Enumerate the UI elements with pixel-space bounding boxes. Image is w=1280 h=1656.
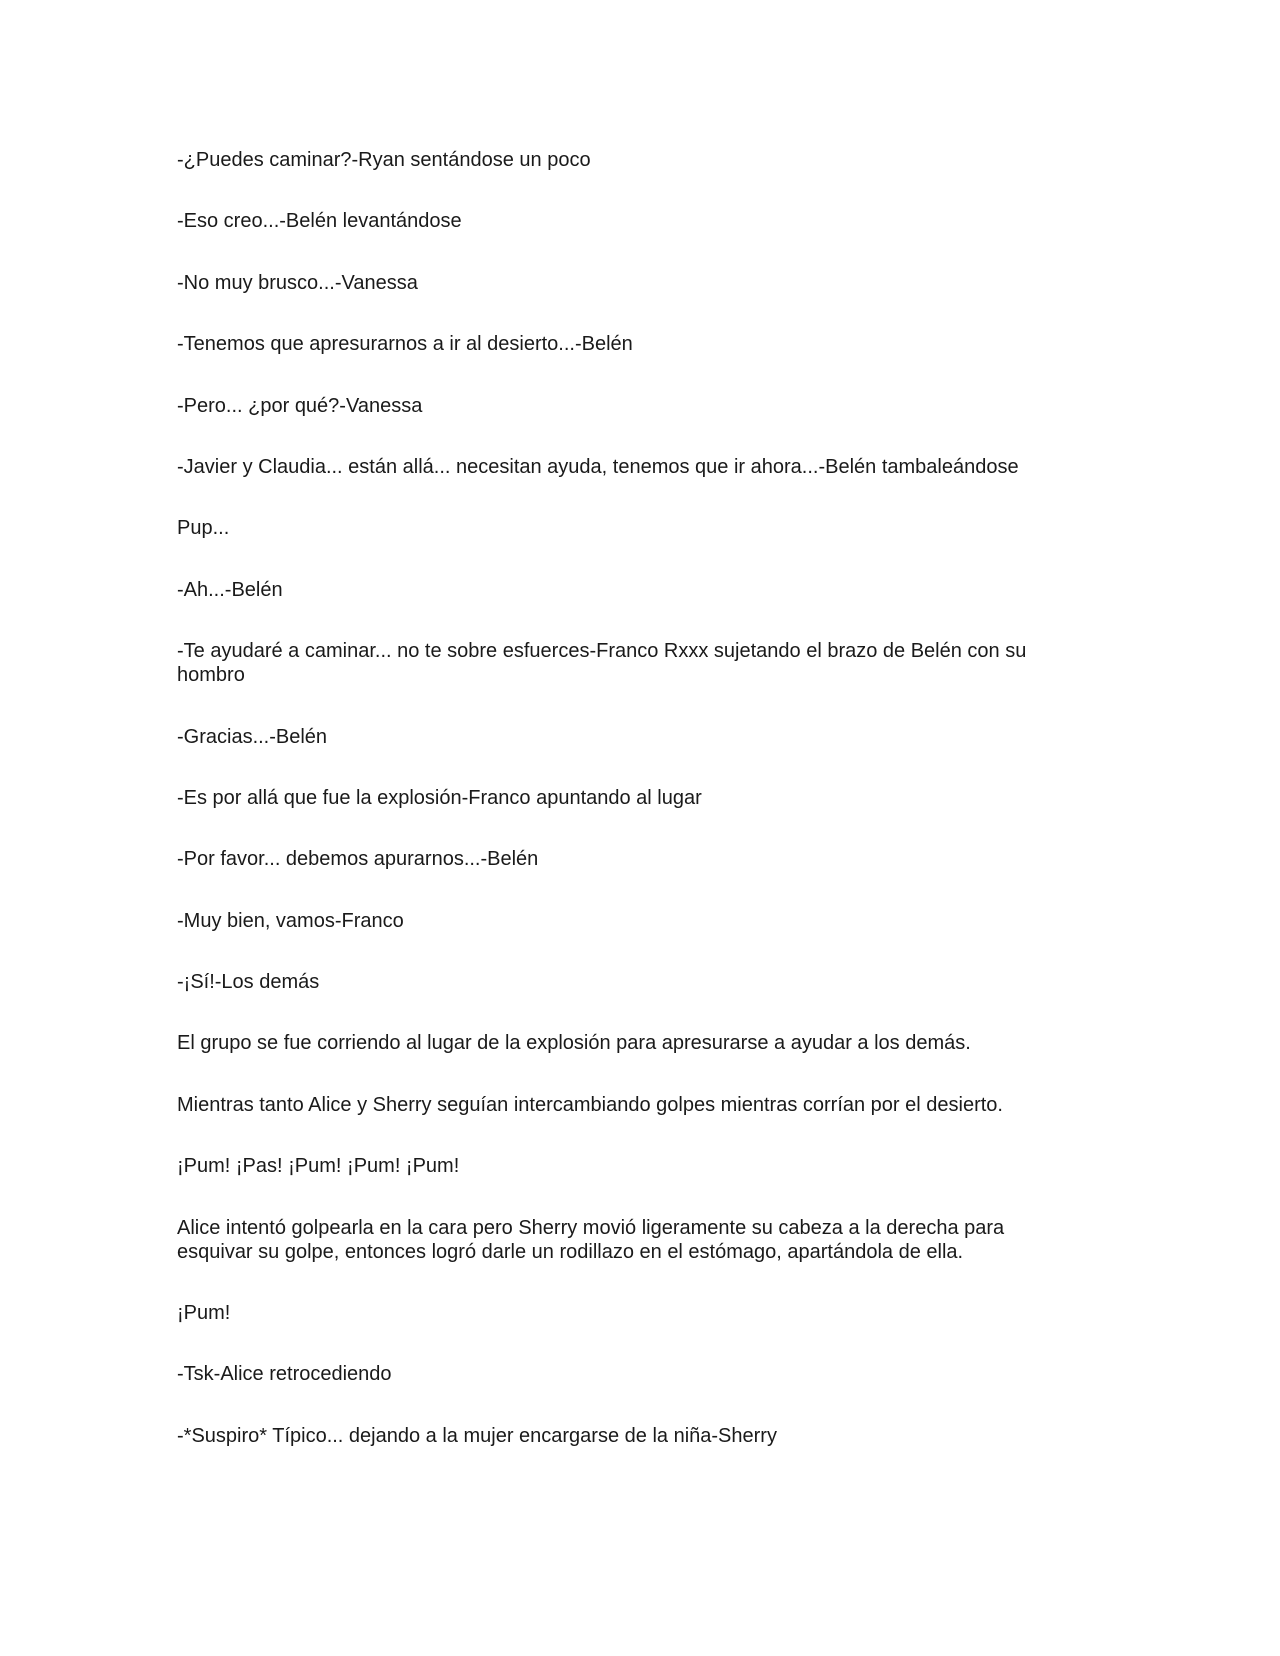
- sound-effect-line: ¡Pum! ¡Pas! ¡Pum! ¡Pum! ¡Pum!: [177, 1155, 460, 1178]
- dialogue-line: -Ah...-Belén: [177, 578, 283, 601]
- dialogue-line: -No muy brusco...-Vanessa: [177, 271, 418, 294]
- dialogue-line: -Es por allá que fue la explosión-Franco apuntando al lugar: [177, 786, 702, 809]
- narration-paragraph: Alice intentó golpearla en la cara pero Sherry movió ligeramente su cabeza a la derecha para esquivar su golpe, entonces logró darle un rodillazo en el estómago, apartándola de ella.: [177, 1216, 1005, 1263]
- dialogue-line: -Te ayudaré a caminar... no te sobre esfuerces-Franco Rxxx sujetando el brazo de Belén con su hombro: [177, 640, 1027, 687]
- dialogue-line: -¡Sí!-Los demás: [177, 971, 320, 994]
- dialogue-line: -Javier y Claudia... están allá... necesitan ayuda, tenemos que ir ahora...-Belén tambaleándose: [177, 455, 1019, 478]
- dialogue-line: -*Suspiro* Típico... dejando a la mujer encargarse de la niña-Sherry: [177, 1424, 777, 1447]
- narration-paragraph: El grupo se fue corriendo al lugar de la explosión para apresurarse a ayudar a los demás.: [177, 1032, 971, 1055]
- dialogue-line: -Por favor... debemos apurarnos...-Belén: [177, 848, 539, 871]
- dialogue-line: -Gracias...-Belén: [177, 725, 328, 748]
- document-body: [177, 148, 1077, 1485]
- sound-effect-line: ¡Pum!: [177, 1302, 231, 1325]
- sound-effect-line: Pup...: [177, 517, 230, 540]
- dialogue-line: -Pero... ¿por qué?-Vanessa: [177, 394, 423, 417]
- dialogue-line: -Tsk-Alice retrocediendo: [177, 1363, 392, 1386]
- dialogue-line: -Tenemos que apresurarnos a ir al desierto...-Belén: [177, 333, 633, 356]
- dialogue-line: -Muy bien, vamos-Franco: [177, 909, 404, 932]
- dialogue-line: -¿Puedes caminar?-Ryan sentándose un poco: [177, 149, 591, 171]
- narration-paragraph: Mientras tanto Alice y Sherry seguían intercambiando golpes mientras corrían por el desierto.: [177, 1093, 1003, 1116]
- dialogue-line: -Eso creo...-Belén levantándose: [177, 210, 462, 233]
